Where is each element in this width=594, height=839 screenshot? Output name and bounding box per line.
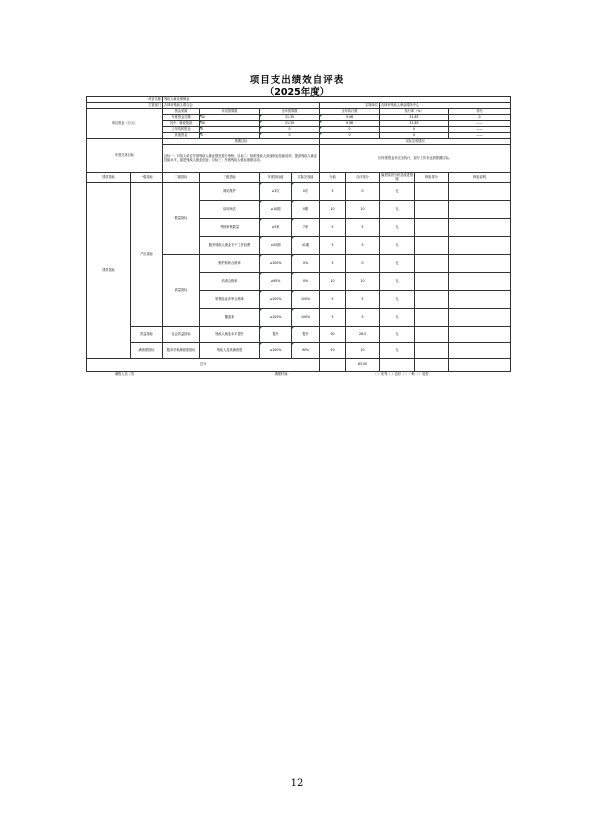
page-number: 12 <box>290 778 304 789</box>
satisfaction-name: 残疾人及其满意度 <box>200 343 260 359</box>
indicator-name: 网站维护 <box>200 183 260 201</box>
indicator-score: 5 <box>346 237 380 255</box>
indicator-weight: 10 <box>320 273 346 291</box>
effect-l2: 社会效益指标 <box>163 327 200 343</box>
funds-header-rate: 执行率（%） <box>380 109 449 115</box>
total-reason-blank <box>380 359 415 372</box>
indicator-target: ≥10期 <box>260 201 292 219</box>
project-name-value: 残疾人就业保障金 <box>163 97 511 103</box>
funds-source: 年度资金总额 <box>163 115 200 121</box>
verify-score <box>415 343 449 359</box>
satisfaction-reason: 无 <box>380 343 415 359</box>
verify-note <box>449 291 511 309</box>
funds-initial: 0 <box>200 133 260 139</box>
goals-expected-label: 预期目标 <box>163 139 320 145</box>
funds-full: 31.35 <box>260 121 320 127</box>
funds-initial: 40 <box>200 121 260 127</box>
indicator-score: 10 <box>346 201 380 219</box>
indicator-actual: 100% <box>292 309 320 327</box>
funds-score: —— <box>449 127 511 133</box>
indicator-header-row <box>87 173 511 183</box>
satisfaction-target: ≥100% <box>260 343 292 359</box>
funds-source: 上年结转资金 <box>163 127 200 133</box>
indicator-actual: 7家 <box>292 219 320 237</box>
funds-header-score: 得分 <box>449 109 511 115</box>
effect-l1: 效益指标 <box>131 327 163 343</box>
indicator-weight: 5 <box>320 255 346 273</box>
indicator-name: 考核审核数量 <box>200 219 260 237</box>
hdr-target: 年度指标值 <box>260 173 292 183</box>
effect-target: 提升 <box>260 327 292 343</box>
footer-time: 填报时间： <box>274 371 291 376</box>
satisfaction-score: 10 <box>346 343 380 359</box>
indicator-actual: 41期 <box>292 237 320 255</box>
indicator-actual: 0% <box>292 255 320 273</box>
funds-rate: 31.83 <box>380 115 449 121</box>
indicator-target: ≥5家 <box>260 219 292 237</box>
indicator-score: 0 <box>346 183 380 201</box>
indicator-score: 0 <box>346 255 380 273</box>
hdr-verify-note: 核验说明 <box>449 173 511 183</box>
funds-score: 0 <box>449 115 511 121</box>
hdr-perf: 绩效指标 <box>87 173 131 183</box>
verify-note <box>449 343 511 359</box>
indicator-row <box>87 183 511 201</box>
indicator-target: ≥95% <box>260 273 292 291</box>
total-row <box>87 359 511 372</box>
effect-weight: 30 <box>320 327 346 343</box>
verify-score <box>415 201 449 219</box>
page-title: 项目支出绩效自评表 <box>249 75 345 86</box>
verify-score <box>415 291 449 309</box>
funds-exec: 9.98 <box>320 115 380 121</box>
funds-full: 0 <box>260 127 320 133</box>
indicator-reason: 无 <box>380 291 415 309</box>
funds-initial: 0 <box>200 127 260 133</box>
indicator-name: 审核验证评审合格率 <box>200 291 260 309</box>
verify-note <box>449 183 511 201</box>
indicator-reason: 无 <box>380 201 415 219</box>
verify-note <box>449 327 511 343</box>
verify-note <box>449 255 511 273</box>
dept-label: 主管部门 <box>87 103 163 109</box>
total-blank <box>320 359 346 372</box>
footer-contact: 填报人员（签 <box>114 371 135 376</box>
indicator-name: 覆盖率 <box>200 309 260 327</box>
verify-note <box>449 309 511 327</box>
effect-name: 残疾人就业水平提升 <box>200 327 260 343</box>
indicator-target: ≥3次 <box>260 183 292 201</box>
indicator-name: 维护验收合格率 <box>200 255 260 273</box>
verify-score <box>415 219 449 237</box>
total-score: 83.50 <box>346 359 380 372</box>
goals-actual-text: 因年度资金未完全执行，部分工作未达到预期目标。 <box>320 145 511 173</box>
funds-header-exec: 全年执行数 <box>320 109 380 115</box>
effect-score: 28.5 <box>346 327 380 343</box>
effect-row <box>87 327 511 343</box>
indicator-name: 服务残疾人就业专干工作经费 <box>200 237 260 255</box>
indicator-weight: 5 <box>320 183 346 201</box>
page-subtitle: （2025年度） <box>264 87 330 98</box>
indicator-weight: 5 <box>320 309 346 327</box>
verify-score <box>415 255 449 273</box>
indicator-target: ≥100% <box>260 255 292 273</box>
funds-rate: 31.83 <box>380 121 449 127</box>
funds-score: —— <box>449 121 511 127</box>
funds-label: 项目资金（万元） <box>87 109 163 139</box>
funds-rate: 0 <box>380 133 449 139</box>
hdr-score: 自评得分 <box>346 173 380 183</box>
effect-actual: 提升 <box>292 327 320 343</box>
funds-initial: 40 <box>200 115 260 121</box>
funds-exec: 0 <box>320 133 380 139</box>
funds-full: 31.35 <box>260 115 320 121</box>
satisfaction-weight: 10 <box>320 343 346 359</box>
verify-note <box>449 359 511 372</box>
indicator-target: ≥100% <box>260 309 292 327</box>
indicator-name: 培训合格率 <box>200 273 260 291</box>
verify-score <box>415 183 449 201</box>
perf-label: 绩效指标 <box>87 183 131 359</box>
indicator-score: 10 <box>346 273 380 291</box>
goals-expected-text: 目标一：对用人单位安排残疾人就业情况进行审核；目标二：组织残疾人参加职业技能培训，提高残疾人就业技能水平，促进残疾人就业创业；目标三：开展残疾人就业援助活动。 <box>163 145 320 173</box>
hdr-actual: 实际完成值 <box>292 173 320 183</box>
indicator-actual: 0期 <box>292 201 320 219</box>
hdr-weight: 分值 <box>320 173 346 183</box>
indicator-reason: 无 <box>380 219 415 237</box>
footer-rating: （ ）优秀（ ）良好（ ）一般（ ）较差 <box>373 371 429 376</box>
hdr-l3: 三级指标 <box>200 173 260 183</box>
indicator-actual: 0次 <box>292 183 320 201</box>
verify-note <box>449 273 511 291</box>
funds-rate: 0 <box>380 127 449 133</box>
total-label: 总分 <box>87 359 320 372</box>
indicator-actual: 0% <box>292 273 320 291</box>
funds-header-initial: 年初预算数 <box>200 109 260 115</box>
indicator-reason: 无 <box>380 237 415 255</box>
indicator-weight: 10 <box>320 201 346 219</box>
goals-actual-label: 实际完成情况 <box>320 139 511 145</box>
verify-note <box>449 201 511 219</box>
self-evaluation-table <box>86 96 511 378</box>
hdr-l2: 二级指标 <box>163 173 200 183</box>
indicator-weight: 5 <box>320 219 346 237</box>
funds-header-source: 资金来源 <box>163 109 200 115</box>
funds-full: 0 <box>260 133 320 139</box>
satisfaction-row <box>87 343 511 359</box>
indicator-reason: 无 <box>380 183 415 201</box>
funds-source: 其中：财政拨款 <box>163 121 200 127</box>
indicator-target: ≥100% <box>260 291 292 309</box>
verify-score <box>415 309 449 327</box>
indicator-weight: 5 <box>320 291 346 309</box>
verify-note <box>449 219 511 237</box>
funds-score: —— <box>449 133 511 139</box>
verify-score <box>415 359 449 372</box>
verify-note <box>449 237 511 255</box>
footer-row <box>87 372 511 378</box>
goals-label: 年度总体目标 <box>87 139 163 173</box>
indicator-score: 5 <box>346 219 380 237</box>
project-name-label: 项目名称 <box>87 97 163 103</box>
indicator-name: 培训场次 <box>200 201 260 219</box>
effect-reason: 无 <box>380 327 415 343</box>
hdr-reason: 偏差原因分析及改进措施 <box>381 172 413 181</box>
quality-label: 质量指标 <box>163 255 200 327</box>
satisfaction-actual: 90% <box>292 343 320 359</box>
indicator-target: ≥20期 <box>260 237 292 255</box>
verify-score <box>415 327 449 343</box>
satisfaction-l1: 满意度指标 <box>131 343 163 359</box>
funds-header-full: 全年预算数 <box>260 109 320 115</box>
indicator-weight: 5 <box>320 237 346 255</box>
hdr-l1: 一级指标 <box>131 173 163 183</box>
dept-value: 吉林市残疾人联合会 <box>163 103 320 109</box>
indicator-reason: 无 <box>380 273 415 291</box>
verify-score <box>415 273 449 291</box>
indicator-reason: 无 <box>380 309 415 327</box>
indicator-score: 5 <box>346 291 380 309</box>
hdr-verify-score: 核验得分 <box>415 173 449 183</box>
indicator-actual: 100% <box>292 291 320 309</box>
output-label: 产出指标 <box>131 183 163 327</box>
quantity-label: 数量指标 <box>163 183 200 255</box>
funds-exec: 0 <box>320 127 380 133</box>
funds-source: 其他资金 <box>163 133 200 139</box>
impl-value: 吉林市残疾人就业服务中心 <box>380 103 511 109</box>
verify-score <box>415 237 449 255</box>
satisfaction-l2: 服务对象满意度指标 <box>163 343 200 359</box>
indicator-reason: 无 <box>380 255 415 273</box>
impl-label: 实施单位 <box>320 103 380 109</box>
indicator-score: 5 <box>346 309 380 327</box>
funds-exec: 9.98 <box>320 121 380 127</box>
